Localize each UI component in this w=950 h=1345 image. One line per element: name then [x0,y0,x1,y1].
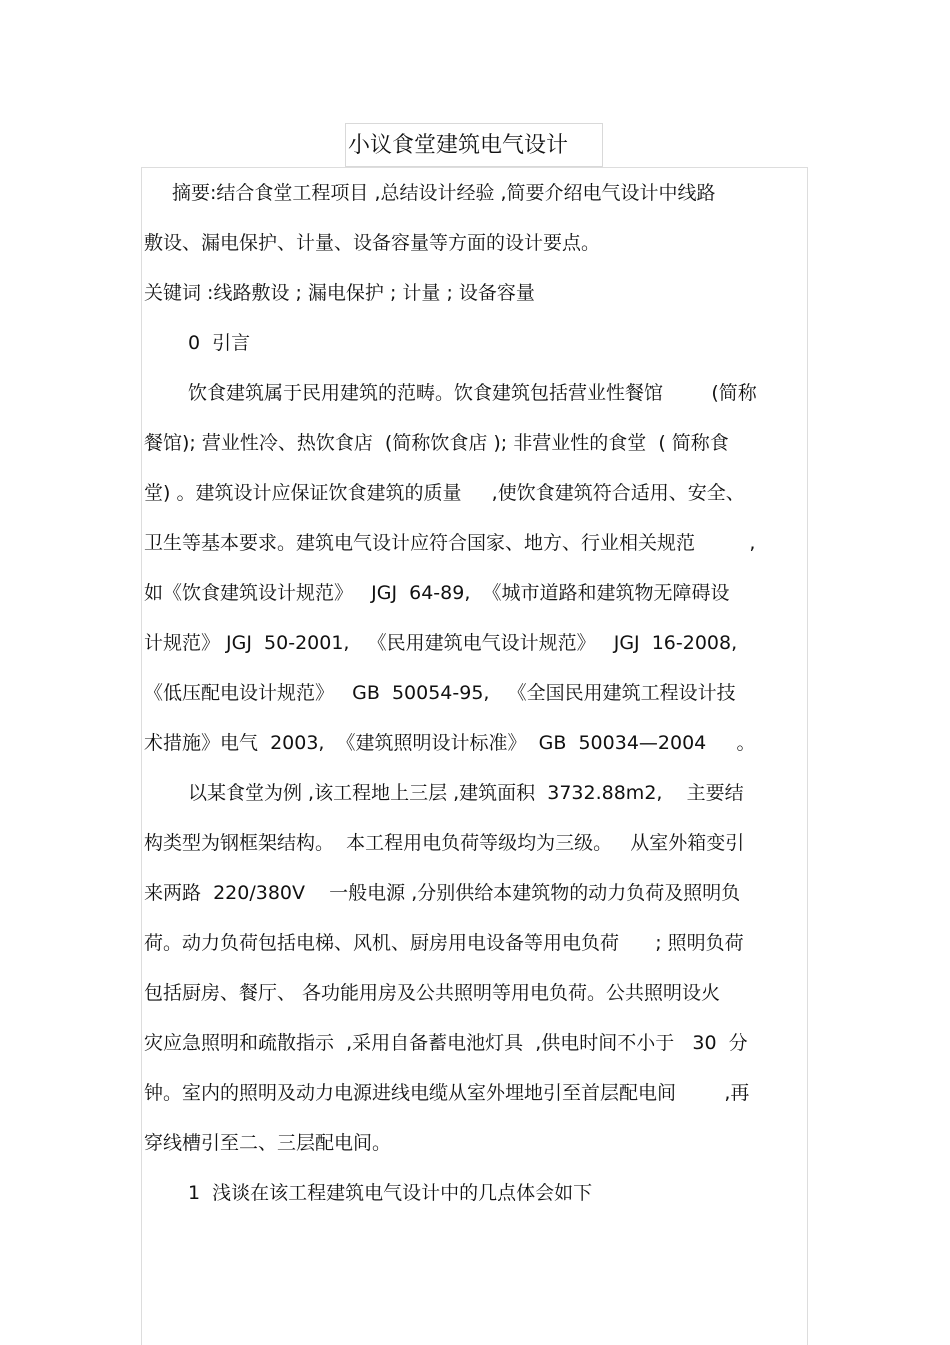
paragraph-line: 荷。动力负荷包括电梯、风机、厨房用电设备等用电负荷 ; 照明负荷 [144,932,744,954]
paragraph-line: 卫生等基本要求。建筑电气设计应符合国家、地方、行业相关规范 , [144,532,756,554]
paragraph-line: 术措施》电气 2003, 《建筑照明设计标准》 GB 50034—2004 。 [144,732,756,754]
paragraph-line: 以某食堂为例 ,该工程地上三层 ,建筑面积 3732.88m2, 主要结 [188,782,744,804]
paragraph-line: 构类型为钢框架结构。 本工程用电负荷等级均为三级。 从室外箱变引 [144,832,745,854]
paragraph-line: 《低压配电设计规范》 GB 50054-95, 《全国民用建筑工程设计技 [144,682,736,704]
paragraph-line: 包括厨房、餐厅、 各功能用房及公共照明等用电负荷。公共照明设火 [144,982,721,1004]
paragraph-line: 饮食建筑属于民用建筑的范畴。饮食建筑包括营业性餐馆 (简称 [188,382,757,404]
paragraph-line: 穿线槽引至二、三层配电间。 [144,1132,392,1154]
paragraph-line: 餐馆); 营业性冷、热饮食店 (简称饮食店 ); 非营业性的食堂 ( 简称食 [144,432,729,454]
section-heading-1: 1 浅谈在该工程建筑电气设计中的几点体会如下 [188,1182,593,1204]
paragraph-line: 钟。室内的照明及动力电源进线电缆从室外埋地引至首层配电间 ,再 [144,1082,750,1104]
paragraph-line: 如《饮食建筑设计规范》 JGJ 64-89, 《城市道路和建筑物无障碍设 [144,582,730,604]
document-title: 小议食堂建筑电气设计 [348,133,569,158]
paragraph-line: 灾应急照明和疏散指示 ,采用自备蓄电池灯具 ,供电时间不小于 30 分 [144,1032,748,1054]
keywords-line: 关键词 :线路敷设 ; 漏电保护 ; 计量 ; 设备容量 [144,282,535,304]
section-heading-intro: 0 引言 [188,332,251,354]
paragraph-line: 堂) 。建筑设计应保证饮食建筑的质量 ,使饮食建筑符合适用、安全、 [144,482,745,504]
paragraph-line: 计规范》 JGJ 50-2001, 《民用建筑电气设计规范》 JGJ 16-2008, [144,632,738,654]
paragraph-line: 来两路 220/380V 一般电源 ,分别供给本建筑物的动力负荷及照明负 [144,882,741,904]
abstract-line-1: 摘要:结合食堂工程项目 ,总结设计经验 ,简要介绍电气设计中线路 [172,182,716,204]
abstract-line-2: 敷设、漏电保护、计量、设备容量等方面的设计要点。 [144,232,601,254]
